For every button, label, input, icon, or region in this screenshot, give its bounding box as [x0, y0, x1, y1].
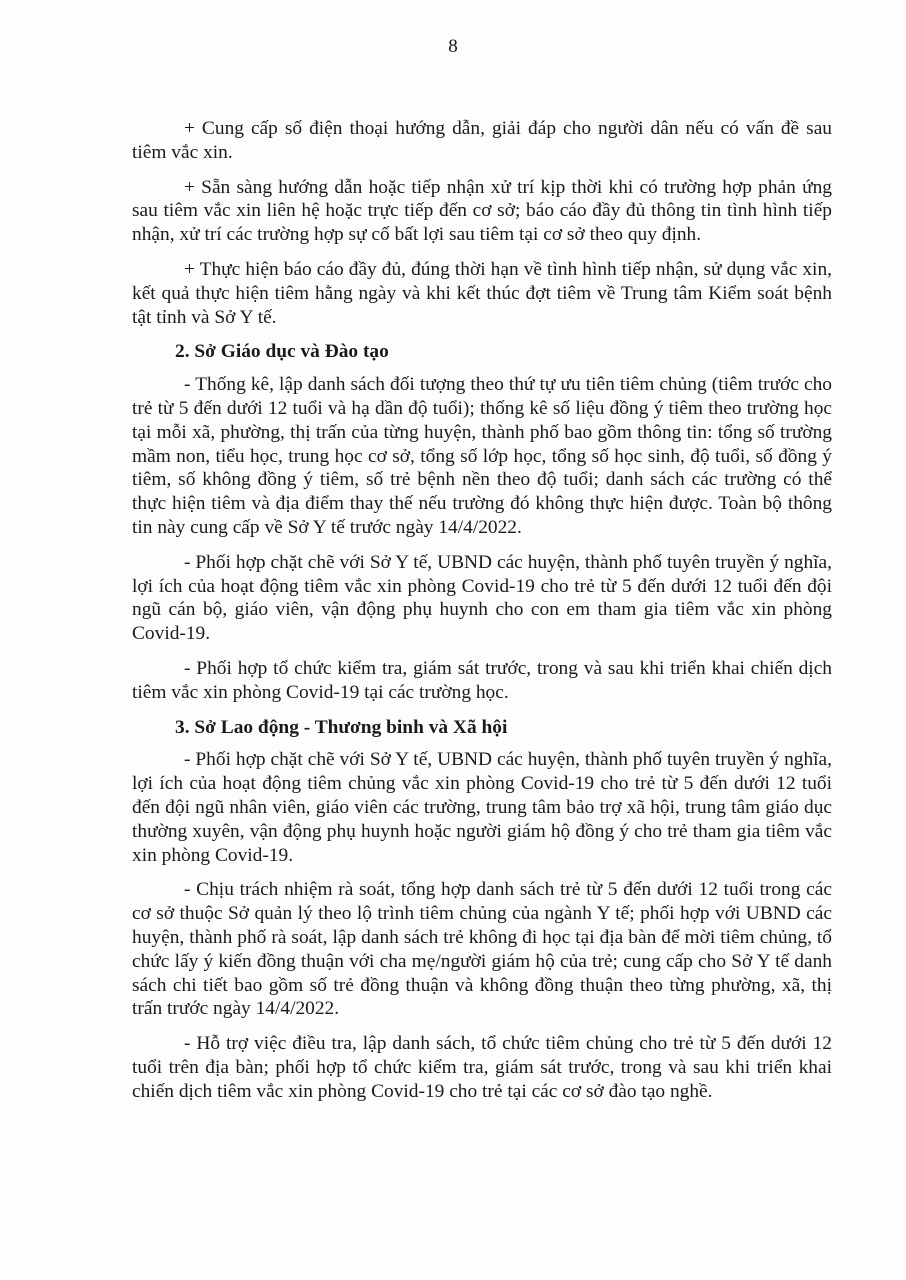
- paragraph-reporting: + Thực hiện báo cáo đầy đủ, đúng thời hạn về tình hình tiếp nhận, sử dụng vắc xin, kết quả thực hiện tiêm hằng ngày và khi kết thúc đợt tiêm về Trung tâm Kiểm soát bệnh tật tỉnh và Sở Y tế.: [132, 258, 832, 328]
- paragraph-labour-review: - Chịu trách nhiệm rà soát, tổng hợp danh sách trẻ từ 5 đến dưới 12 tuổi trong các cơ sở thuộc Sở quản lý theo lộ trình tiêm chủng của ngành Y tế; phối hợp với UBND các huyện, thành phố rà soát, lập danh sách trẻ không đi học tại địa bàn để mời tiêm chủng, tổ chức lấy ý kiến đồng thuận với cha mẹ/người giám hộ của trẻ; cung cấp cho Sở Y tế danh sách chi tiết bao gồm số trẻ đồng thuận và không đồng thuận theo từng phường, xã, thị trấn trước ngày 14/4/2022.: [132, 879, 832, 1020]
- paragraph-labour-communication: - Phối hợp chặt chẽ với Sở Y tế, UBND các huyện, thành phố tuyên truyền ý nghĩa, lợi ích của hoạt động tiêm chủng vắc xin phòng Covid-19 cho trẻ từ 5 đến dưới 12 tuổi đến đội ngũ nhân viên, giáo viên các trường, trung tâm bảo trợ xã hội, trung tâm giáo dục thường xuyên, vận động phụ huynh hoặc người giám hộ đồng ý cho trẻ tham gia tiêm vắc xin phòng Covid-19.: [132, 749, 832, 866]
- section-heading-labour: 3. Sở Lao động - Thương binh và Xã hội: [175, 716, 508, 738]
- paragraph-education-communication: - Phối hợp chặt chẽ với Sở Y tế, UBND các huyện, thành phố tuyên truyền ý nghĩa, lợi ích của hoạt động tiêm vắc xin phòng Covid-19 cho trẻ từ 5 đến dưới 12 tuổi đến đội ngũ cán bộ, giáo viên, vận động phụ huynh cho con em tham gia tiêm vắc xin phòng Covid-19.: [132, 551, 832, 645]
- paragraph-education-statistics: - Thống kê, lập danh sách đối tượng theo thứ tự ưu tiên tiêm chủng (tiêm trước cho trẻ từ 5 đến dưới 12 tuổi và hạ dần độ tuổi); thống kê số liệu đồng ý tiêm theo trường học tại mỗi xã, phường, thị trấn của từng huyện, thành phố bao gồm thông tin: tổng số trường mầm non, tiểu học, trung học cơ sở, tổng số lớp học, tổng số học sinh, độ tuổi, số đồng ý tiêm, số không đồng ý tiêm, số trẻ bệnh nền theo độ tuổi; danh sách các trường có thể thực hiện tiêm và địa điểm thay thế nếu trường đó không thực hiện được. Toàn bộ thông tin này cung cấp về Sở Y tế trước ngày 14/4/2022.: [132, 374, 832, 538]
- page-number: 8: [448, 36, 458, 57]
- section-heading-education: 2. Sở Giáo dục và Đào tạo: [175, 341, 389, 363]
- document-body: [132, 117, 832, 1114]
- paragraph-hotline: + Cung cấp số điện thoại hướng dẫn, giải đáp cho người dân nếu có vấn đề sau tiêm vắc xin.: [132, 118, 832, 163]
- paragraph-labour-support: - Hỗ trợ việc điều tra, lập danh sách, tổ chức tiêm chủng cho trẻ từ 5 đến dưới 12 tuổi trên địa bàn; phối hợp tổ chức kiểm tra, giám sát trước, trong và sau khi triển khai chiến dịch tiêm vắc xin phòng Covid-19 cho trẻ tại các cơ sở đào tạo nghề.: [132, 1033, 832, 1102]
- paragraph-education-supervision: - Phối hợp tổ chức kiểm tra, giám sát trước, trong và sau khi triển khai chiến dịch tiêm vắc xin phòng Covid-19 tại các trường học.: [132, 657, 832, 703]
- paragraph-adverse-reaction: + Sẵn sàng hướng dẫn hoặc tiếp nhận xử trí kịp thời khi có trường hợp phản ứng sau tiêm vắc xin liên hệ hoặc trực tiếp đến cơ sở; báo cáo đầy đủ thông tin tình hình tiếp nhận, xử trí các trường hợp sự cố bất lợi sau tiêm tại cơ sở theo quy định.: [132, 176, 832, 246]
